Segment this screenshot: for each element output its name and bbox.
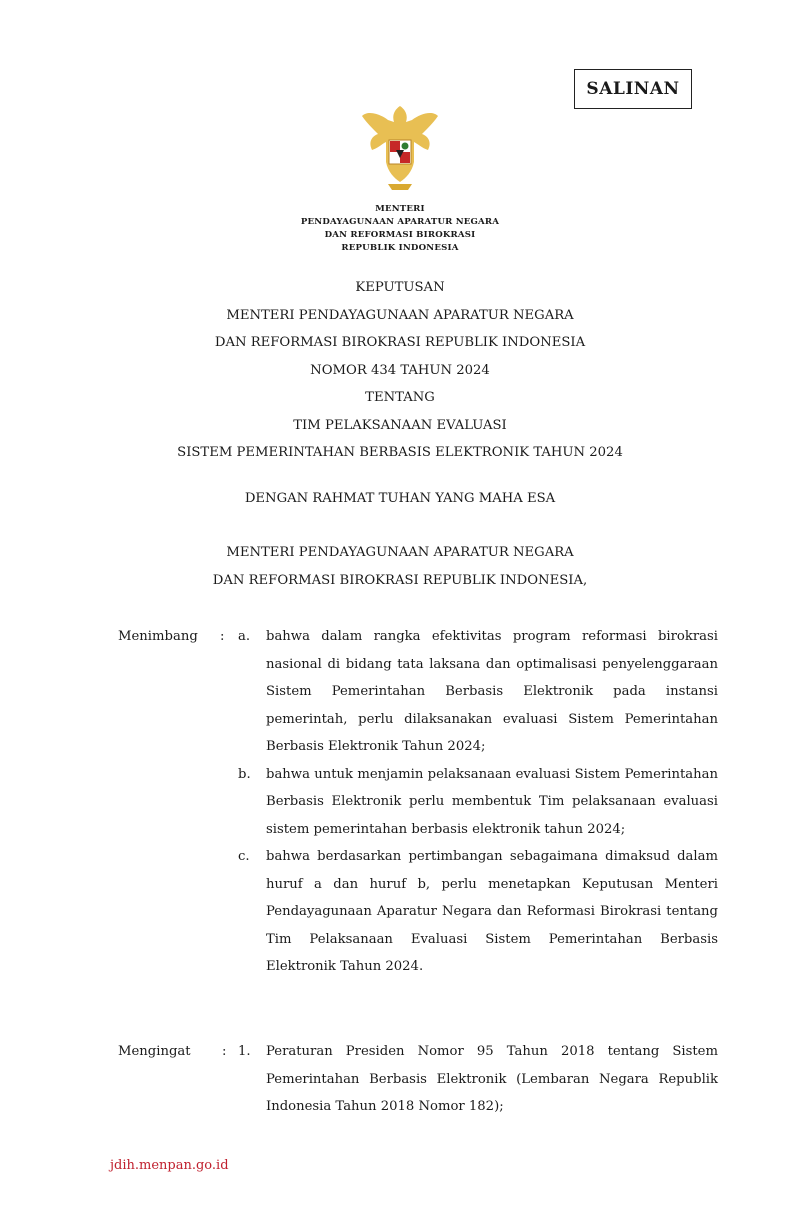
title-line: TIM PELAKSANAAN EVALUASI <box>293 417 507 433</box>
ministry-header <box>0 203 800 255</box>
minister-line: MENTERI PENDAYAGUNAAN APARATUR NEGARA <box>226 545 574 560</box>
item-marker: 1. <box>238 1044 251 1059</box>
ministry-line: DAN REFORMASI BIROKRASI <box>324 230 476 240</box>
menimbang-section <box>118 623 718 981</box>
ministry-line: MENTERI <box>375 204 425 214</box>
title-line: SISTEM PEMERINTAHAN BERBASIS ELEKTRONIK TAHUN 2024 <box>177 445 623 460</box>
section-label: Menimbang <box>118 629 198 644</box>
ministry-line: PENDAYAGUNAAN APARATUR NEGARA <box>300 217 500 227</box>
item-marker: c. <box>238 849 250 864</box>
section-label: Mengingat <box>118 1044 191 1059</box>
consideration-item <box>118 623 718 761</box>
item-text: bahwa dalam rangka efektivitas program reformasi birokrasi nasional di bidang tata laksana dan optimalisasi penyelenggaraan Sistem Pemerintahan Berbasis Elektronik pada instansi pemerintah, perlu dilaksanakan evaluasi Sistem Pemerintahan Berbasis Elektronik Tahun 2024; <box>266 629 718 754</box>
consideration-item <box>118 761 718 844</box>
item-marker: a. <box>238 629 251 644</box>
minister-line: DAN REFORMASI BIROKRASI REPUBLIK INDONESIA, <box>212 572 588 588</box>
title-line: DAN REFORMASI BIROKRASI REPUBLIK INDONESIA <box>214 335 586 350</box>
ministry-line: REPUBLIK INDONESIA <box>341 243 459 253</box>
item-marker: b. <box>238 766 251 782</box>
minister-heading <box>0 539 800 594</box>
consideration-item <box>118 843 718 981</box>
section-colon: : <box>222 1044 227 1059</box>
salinan-stamp: SALINAN <box>574 69 692 109</box>
garuda-pancasila-emblem-icon <box>358 100 442 192</box>
invocation: DENGAN RAHMAT TUHAN YANG MAHA ESA <box>244 491 556 506</box>
title-line: NOMOR 434 TAHUN 2024 <box>310 362 490 378</box>
mengingat-section <box>118 1038 718 1121</box>
jdih-website-link[interactable]: jdih.menpan.go.id <box>110 1158 229 1173</box>
title-line: TENTANG <box>365 390 435 405</box>
item-text: bahwa berdasarkan pertimbangan sebagaimana dimaksud dalam huruf a dan huruf b, perlu menetapkan Keputusan Menteri Pendayagunaan Aparatur Negara dan Reformasi Birokrasi tentang Tim Pelaksanaan Evaluasi Sistem Pemerintahan Berbasis Elektronik Tahun 2024. <box>266 849 718 974</box>
title-line: MENTERI PENDAYAGUNAAN APARATUR NEGARA <box>226 307 574 323</box>
item-text: Peraturan Presiden Nomor 95 Tahun 2018 tentang Sistem Pemerintahan Berbasis Elektronik (Lembaran Negara Republik Indonesia Tahun 2018 Nomor 182); <box>266 1044 718 1114</box>
legal-basis-item <box>118 1038 718 1121</box>
section-colon: : <box>220 629 225 644</box>
title-line: KEPUTUSAN <box>355 280 445 295</box>
item-text: bahwa untuk menjamin pelaksanaan evaluasi Sistem Pemerintahan Berbasis Elektronik perlu membentuk Tim pelaksanaan evaluasi sistem pemerintahan berbasis elektronik tahun 2024; <box>266 766 718 837</box>
decree-title <box>0 274 800 467</box>
